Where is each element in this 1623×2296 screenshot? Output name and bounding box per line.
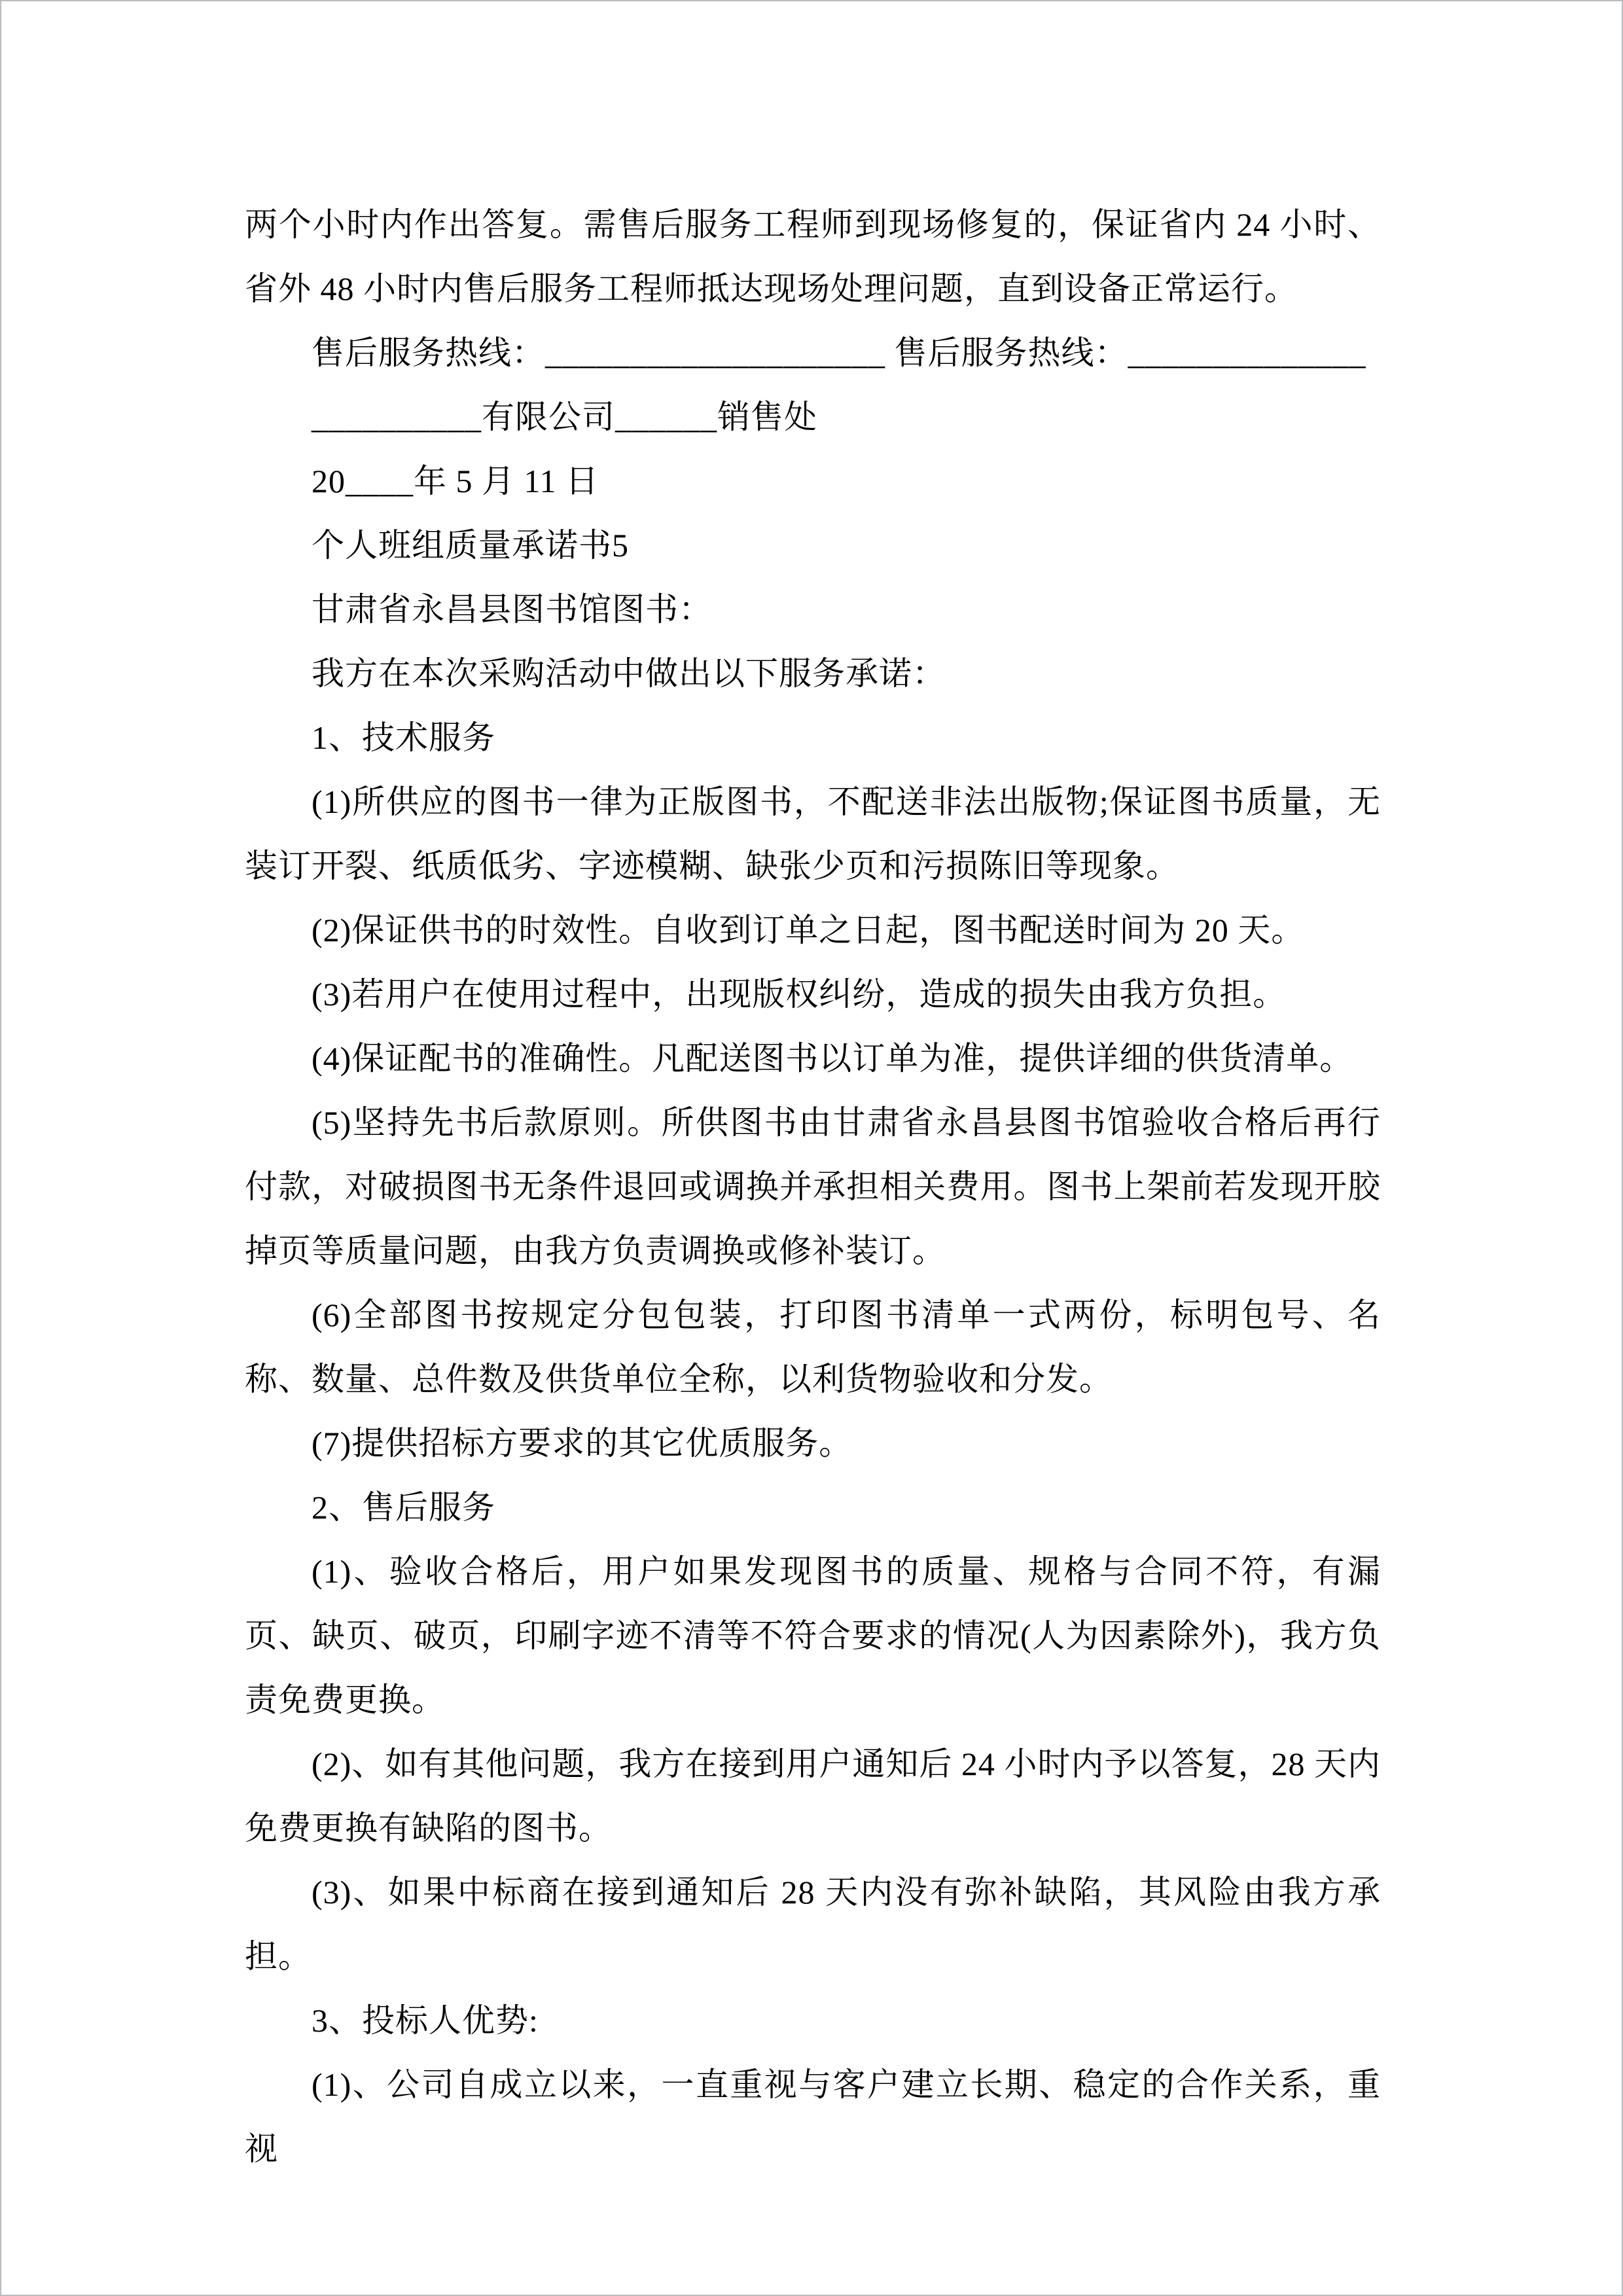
paragraph-item-1-6: (6)全部图书按规定分包包装，打印图书清单一式两份，标明包号、名称、数量、总件数及供货单位全称，以利货物验收和分发。 [245,1297,1381,1397]
paragraph-heading-2: 2、售后服务 [312,1489,495,1526]
paragraph-item-2-3: (3)、如果中标商在接到通知后 28 天内没有弥补缺陷，其风险由我方承担。 [245,1874,1381,1975]
paragraph-item-1-2: (2)保证供书的时效性。自收到订单之日起，图书配送时间为 20 天。 [312,912,1305,948]
paragraph-intro: 我方在本次采购活动中做出以下服务承诺： [312,655,946,692]
paragraph-item-3-1: (1)、公司自成立以来，一直重视与客户建立长期、稳定的合作关系，重视 [245,2066,1381,2167]
paragraph-hotline: 售后服务热线：____________________ 售后服务热线：______________ [312,334,1366,371]
paragraph-section-title: 个人班组质量承诺书5 [312,527,629,564]
paragraph-item-1-1: (1)所供应的图书一律为正版图书，不配送非法出版物;保证图书质量，无装订开裂、纸质低劣、字迹模糊、缺张少页和污损陈旧等现象。 [245,783,1381,884]
paragraph-signature-date: 20____年 5 月 11 日 [312,463,599,499]
paragraph-item-2-1: (1)、验收合格后，用户如果发现图书的质量、规格与合同不符，有漏页、缺页、破页，印刷字迹不清等不符合要求的情况(人为因素除外)，我方负责免费更换。 [245,1553,1381,1718]
paragraph-item-2-2: (2)、如有其他问题，我方在接到用户通知后 24 小时内予以答复，28 天内免费更换有缺陷的图书。 [245,1746,1381,1846]
paragraph-service-response: 两个小时内作出答复。需售后服务工程师到现场修复的，保证省内 24 小时、省外 48 小时内售后服务工程师抵达现场处理问题，直到设备正常运行。 [245,206,1381,307]
document-body [245,192,1381,2181]
paragraph-heading-3: 3、投标人优势: [312,2002,539,2039]
paragraph-heading-1: 1、技术服务 [312,719,495,756]
paragraph-item-1-5: (5)坚持先书后款原则。所供图书由甘肃省永昌县图书馆验收合格后再行付款，对破损图书无条件退回或调换并承担相关费用。图书上架前若发现开胶掉页等质量问题，由我方负责调换或修补装订。 [245,1104,1381,1269]
paragraph-item-1-7: (7)提供招标方要求的其它优质服务。 [312,1425,853,1462]
paragraph-addressee: 甘肃省永昌县图书馆图书： [312,591,712,628]
paragraph-item-1-3: (3)若用户在使用过程中，出现版权纠纷，造成的损失由我方负担。 [312,976,1287,1013]
paragraph-item-1-4: (4)保证配书的准确性。凡配送图书以订单为准，提供详细的供货清单。 [312,1040,1353,1077]
paragraph-signature-company: __________有限公司______销售处 [312,399,817,435]
